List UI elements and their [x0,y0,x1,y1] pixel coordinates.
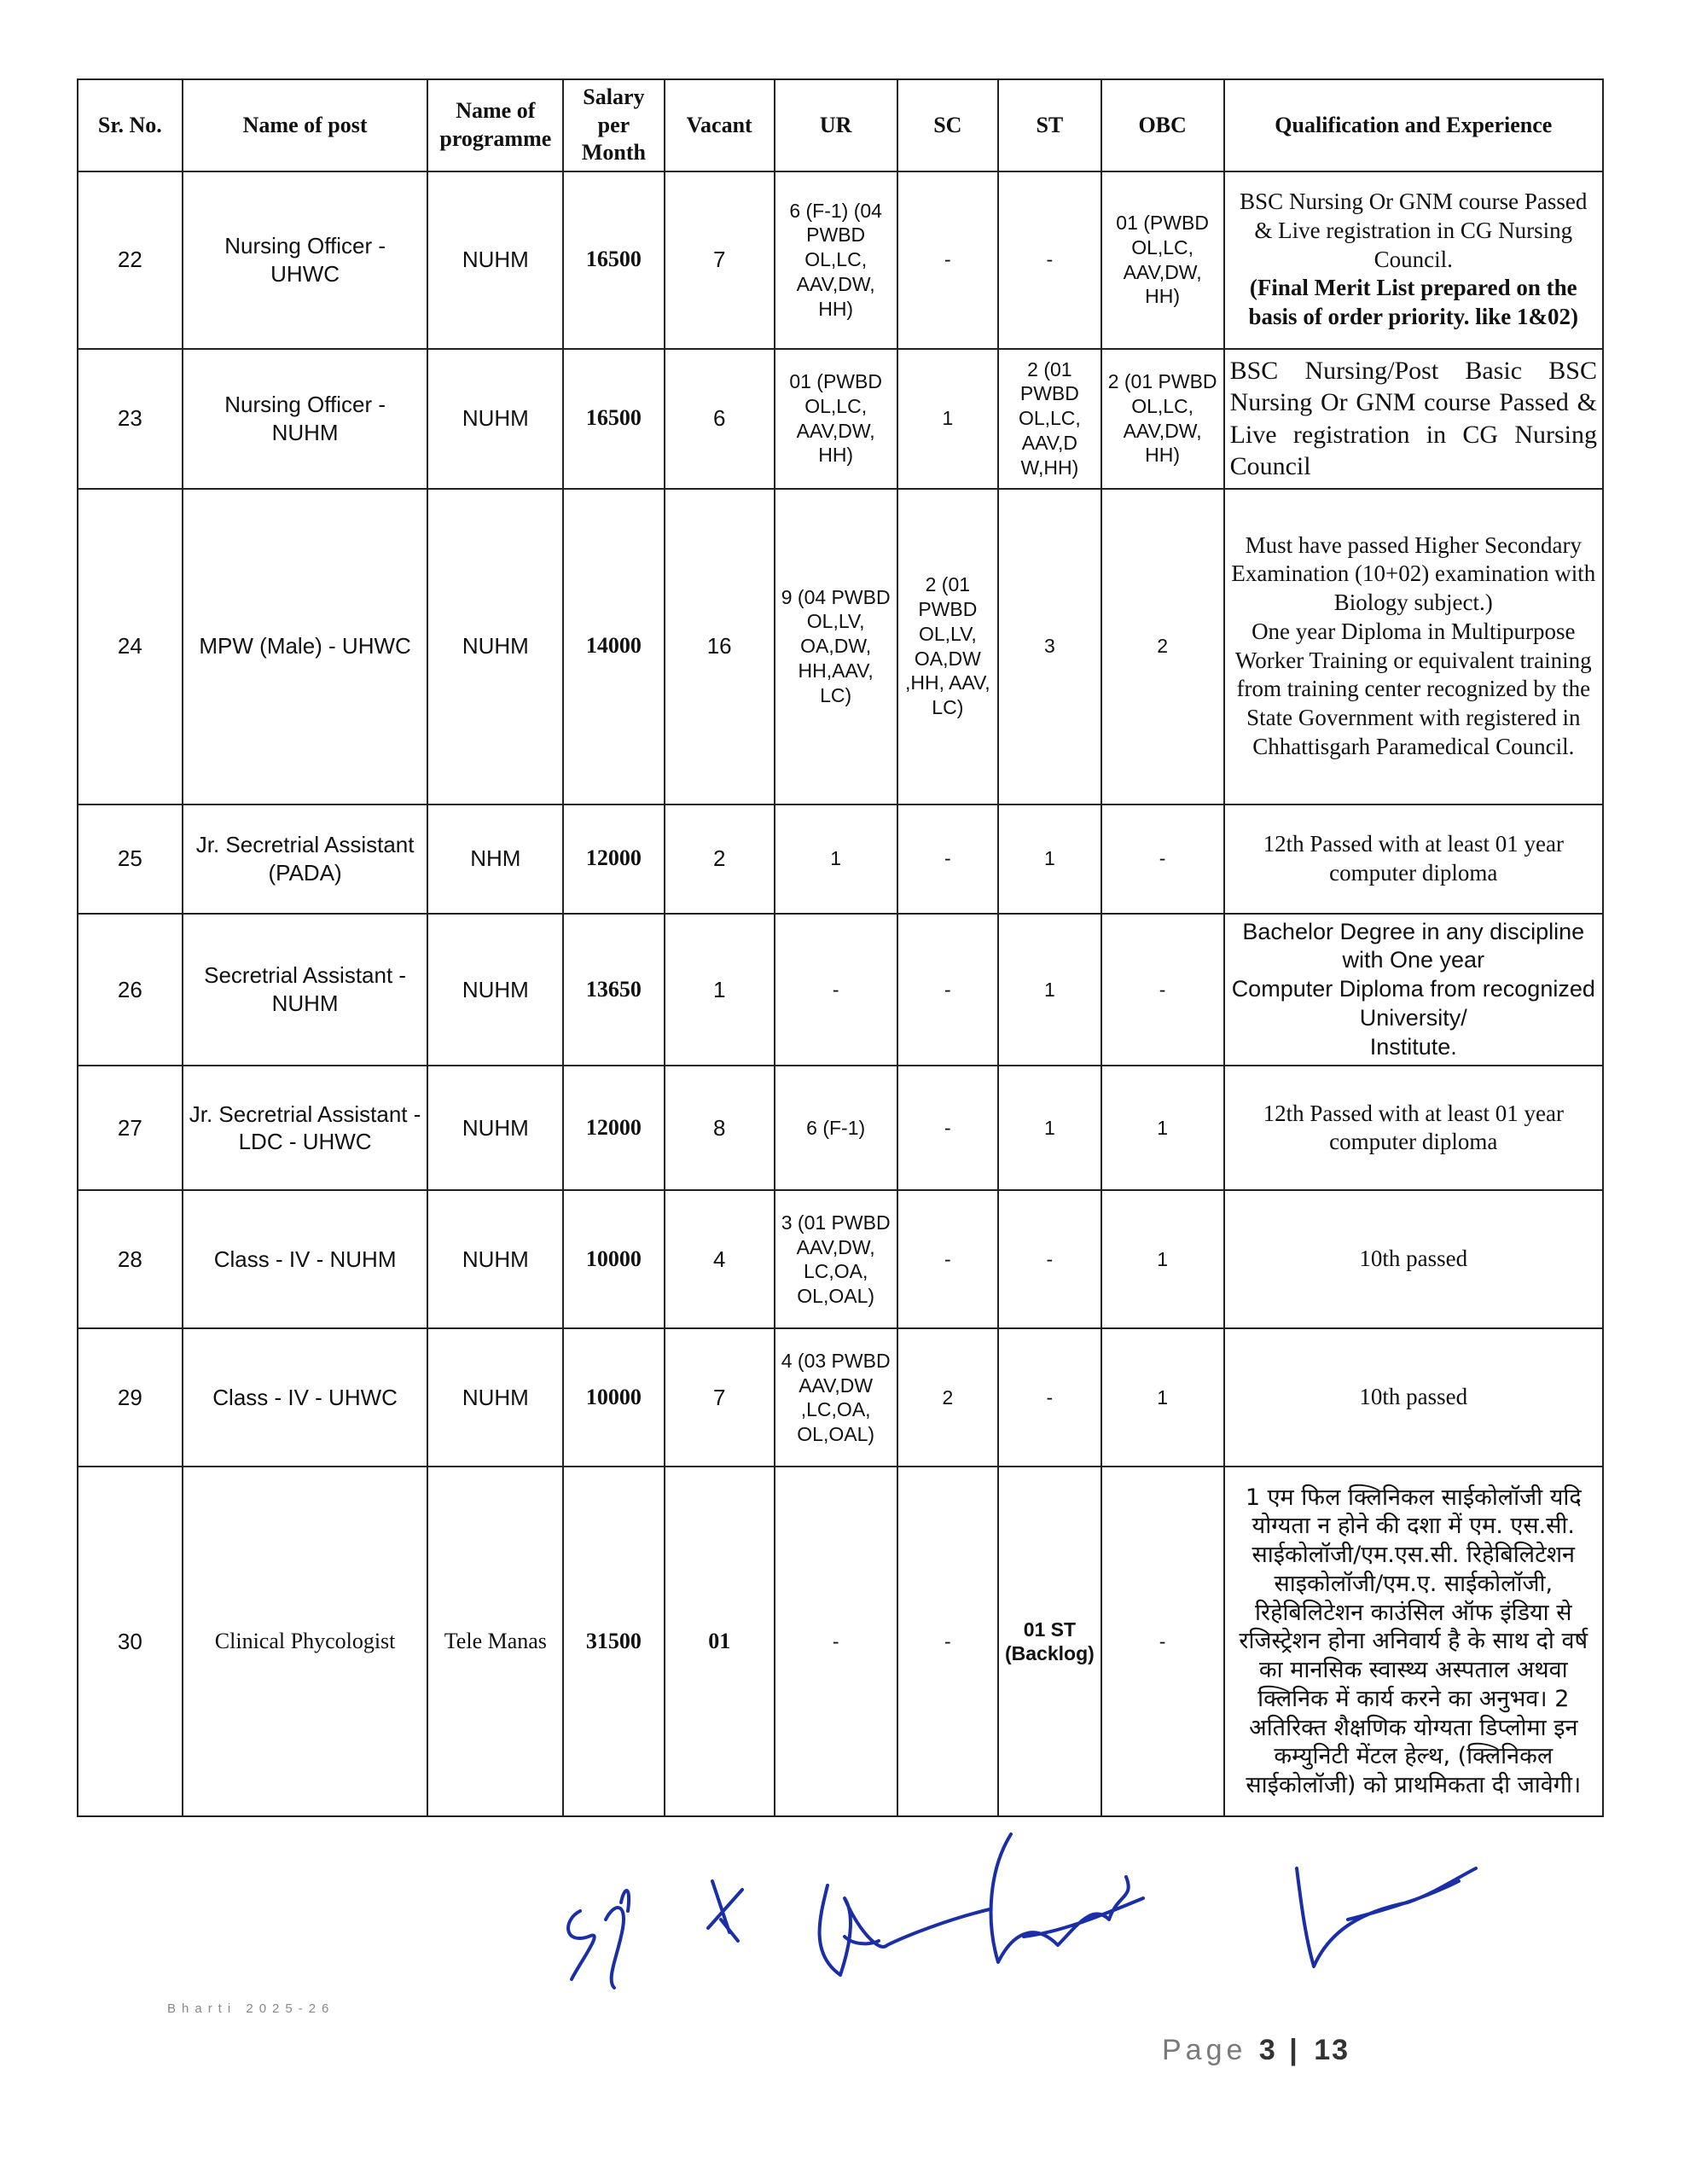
cell-post: Class - IV - NUHM [183,1190,428,1328]
cell-vacant: 8 [665,1066,775,1190]
cell-vacant: 4 [665,1190,775,1328]
cell-salary: 13650 [563,914,664,1066]
header-qualification: Qualification and Experience [1224,79,1603,171]
cell-programme: NHM [427,804,563,914]
cell-post: Nursing Officer - NUHM [183,349,428,489]
signature-3 [820,1885,990,1975]
cell-ur: 6 (F-1) (04 PWBD OL,LC, AAV,DW, HH) [775,171,897,349]
cell-programme: NUHM [427,489,563,804]
cell-sc: - [897,914,998,1066]
cell-post: Jr. Secretrial Assistant (PADA) [183,804,428,914]
cell-sr: 24 [78,489,183,804]
header-obc: OBC [1101,79,1224,171]
cell-qualification: 12th Passed with at least 01 year computer diploma [1224,1066,1603,1190]
cell-post: Class - IV - UHWC [183,1328,428,1467]
cell-salary: 12000 [563,804,664,914]
table-row [78,349,1603,489]
header-vacant: Vacant [665,79,775,171]
cell-ur: 9 (04 PWBD OL,LV, OA,DW, HH,AAV, LC) [775,489,897,804]
cell-qualification: 10th passed [1224,1328,1603,1467]
cell-post: Jr. Secretrial Assistant - LDC - UHWC [183,1066,428,1190]
cell-st: 1 [998,804,1101,914]
header-sr: Sr. No. [78,79,183,171]
cell-sr: 29 [78,1328,183,1467]
cell-vacant: 6 [665,349,775,489]
qualification-text-3: Institute. [1369,1033,1457,1060]
cell-obc: 1 [1101,1190,1224,1328]
header-programme: Name of programme [427,79,563,171]
cell-obc: - [1101,1467,1224,1816]
cell-post: Clinical Phycologist [183,1467,428,1816]
cell-qualification: 12th Passed with at least 01 year computer diploma [1224,804,1603,914]
cell-qualification [1224,171,1603,349]
table-header-row [78,79,1603,171]
cell-vacant: 7 [665,171,775,349]
page-current: 3 [1258,2034,1277,2066]
cell-qualification: 10th passed [1224,1190,1603,1328]
cell-st: - [998,1328,1101,1467]
signature-4 [991,1834,1143,1962]
cell-salary: 31500 [563,1467,664,1816]
cell-post: Nursing Officer - UHWC [183,171,428,349]
table-row [78,1328,1603,1467]
signature-2 [708,1881,742,1941]
page-separator: | [1289,2034,1302,2066]
cell-st: - [998,1190,1101,1328]
cell-ur: 3 (01 PWBD AAV,DW, LC,OA, OL,OAL) [775,1190,897,1328]
qualification-text: BSC Nursing Or GNM course Passed & Live registration in CG Nursing Council. [1240,189,1588,272]
cell-st: - [998,171,1101,349]
cell-sc: - [897,804,998,914]
cell-programme: NUHM [427,1066,563,1190]
table-row [78,1066,1603,1190]
cell-programme: NUHM [427,171,563,349]
page-total: 13 [1314,2034,1350,2066]
cell-qualification: BSC Nursing/Post Basic BSC Nursing Or GNM course Passed & Live registration in CG Nursing Council [1224,349,1603,489]
cell-sr: 30 [78,1467,183,1816]
cell-st: 01 ST (Backlog) [998,1467,1101,1816]
table-row [78,1467,1603,1816]
cell-ur: 01 (PWBD OL,LC, AAV,DW, HH) [775,349,897,489]
header-st: ST [998,79,1101,171]
cell-obc: 1 [1101,1328,1224,1467]
cell-sr: 28 [78,1190,183,1328]
cell-post: Secretrial Assistant - NUHM [183,914,428,1066]
qualification-text: Bachelor Degree in any discipline with One year [1242,918,1585,973]
cell-vacant: 7 [665,1328,775,1467]
cell-ur: 6 (F-1) [775,1066,897,1190]
cell-ur: 1 [775,804,897,914]
cell-vacant: 1 [665,914,775,1066]
cell-ur: - [775,1467,897,1816]
cell-programme: NUHM [427,1190,563,1328]
cell-qualification [1224,914,1603,1066]
cell-obc: - [1101,804,1224,914]
cell-programme: Tele Manas [427,1467,563,1816]
cell-programme: NUHM [427,349,563,489]
cell-sr: 23 [78,349,183,489]
cell-vacant: 16 [665,489,775,804]
cell-sc: - [897,1190,998,1328]
cell-programme: NUHM [427,1328,563,1467]
header-post: Name of post [183,79,428,171]
cell-ur: 4 (03 PWBD AAV,DW ,LC,OA, OL,OAL) [775,1328,897,1467]
cell-st: 1 [998,1066,1101,1190]
signature-1 [568,1891,629,1988]
table-row [78,804,1603,914]
cell-sr: 26 [78,914,183,1066]
footer-left-text: Bharti 2025-26 [167,2001,335,2016]
cell-obc: 01 (PWBD OL,LC, AAV,DW, HH) [1101,171,1224,349]
cell-sr: 25 [78,804,183,914]
cell-salary: 14000 [563,489,664,804]
cell-obc: 2 [1101,489,1224,804]
page-number [1162,2034,1350,2067]
signature-5 [1297,1868,1476,1966]
cell-programme: NUHM [427,914,563,1066]
cell-salary: 10000 [563,1190,664,1328]
cell-vacant: 01 [665,1467,775,1816]
cell-sc: 1 [897,349,998,489]
cell-obc: - [1101,914,1224,1066]
cell-salary: 12000 [563,1066,664,1190]
cell-sr: 27 [78,1066,183,1190]
cell-qualification: 1 एम फिल क्लिनिकल साईकोलॉजी यदि योग्यता न होने की दशा में एम. एस.सी. साईकोलॉजी/एम.एस.सी. रिहेबिलिटेशन साइकोलॉजी/एम.ए. साईकोलॉजी, रिहेबिलिटेशन काउंसिल ऑफ इंडिया से रजिस्ट्रेशन होना अनिवार्य है के साथ दो वर्ष का मानसिक स्वास्थ्य अस्पताल अथवा क्लिनिक में कार्य करने का अनुभव। 2 अतिरिक्त शैक्षणिक योग्यता डिप्लोमा इन कम्युनिटी मेंटल हेल्थ, (क्लिनिकल साईकोलॉजी) को प्राथमिकता दी जावेगी। [1224,1467,1603,1816]
cell-st: 2 (01 PWBD OL,LC, AAV,D W,HH) [998,349,1101,489]
cell-ur: - [775,914,897,1066]
page-label: Page [1162,2034,1247,2066]
table-row [78,914,1603,1066]
cell-salary: 16500 [563,349,664,489]
header-salary: Salary per Month [563,79,664,171]
cell-obc: 2 (01 PWBD OL,LC, AAV,DW, HH) [1101,349,1224,489]
cell-st: 1 [998,914,1101,1066]
table-row [78,1190,1603,1328]
cell-sc: - [897,1467,998,1816]
header-sc: SC [897,79,998,171]
cell-obc: 1 [1101,1066,1224,1190]
table-row [78,171,1603,349]
qualification-note: (Final Merit List prepared on the basis of order priority. like 1&02) [1248,275,1579,330]
cell-sc: - [897,1066,998,1190]
qualification-text: Must have passed Higher Secondary Examination (10+02) examination with Biology subject.) [1231,531,1596,615]
cell-post: MPW (Male) - UHWC [183,489,428,804]
cell-salary: 16500 [563,171,664,349]
cell-sc: 2 [897,1328,998,1467]
signatures [546,1817,1570,2013]
cell-qualification [1224,489,1603,804]
cell-salary: 10000 [563,1328,664,1467]
recruitment-table [77,78,1604,1817]
qualification-text-2: One year Diploma in Multipurpose Worker Training or equivalent training from training center recognized by the State Government with registered in Chhattisgarh Paramedical Council. [1234,618,1592,759]
cell-sr: 22 [78,171,183,349]
header-ur: UR [775,79,897,171]
table-row [78,489,1603,804]
cell-st: 3 [998,489,1101,804]
cell-sc: - [897,171,998,349]
cell-sc: 2 (01 PWBD OL,LV, OA,DW ,HH, AAV, LC) [897,489,998,804]
qualification-text-2: Computer Diploma from recognized University/ [1231,976,1595,1031]
cell-vacant: 2 [665,804,775,914]
